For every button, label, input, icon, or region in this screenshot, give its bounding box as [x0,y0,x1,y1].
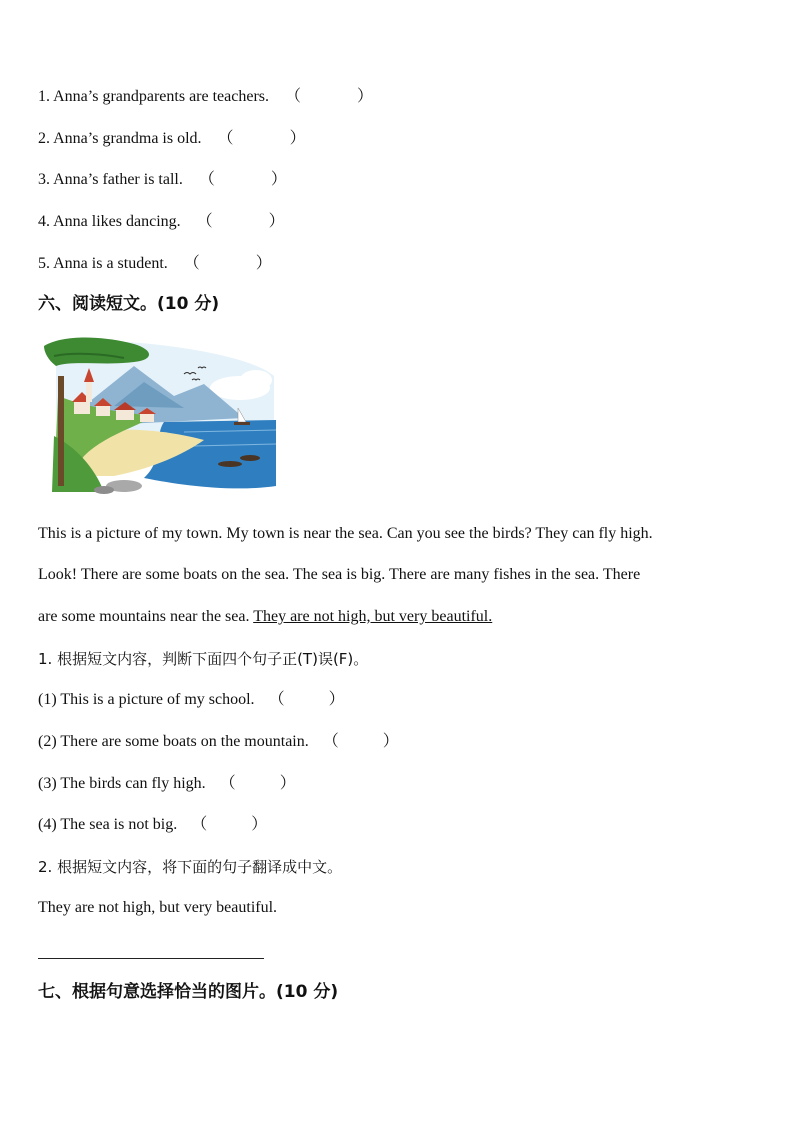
statement-3 [38,170,287,190]
boat-icon [240,455,260,461]
answer-paren-open: （ [268,691,285,708]
passage-text: This is a picture of my town. My town is near the sea. Can you see the birds? They can fly high. [38,525,653,542]
answer-paren-close: ） [270,171,287,188]
passage-line-3 [38,607,756,627]
statement-4 [38,212,285,232]
statement-1 [38,87,373,107]
statement-5 [38,254,272,274]
tf-item-3 [38,774,296,794]
answer-paren-open: （ [191,816,208,833]
statement-text: 1. Anna’s grandparents are teachers. [38,88,270,105]
tf-item-text: (2) There are some boats on the mountain. [38,733,309,750]
answer-paren-open: （ [198,171,215,188]
answer-paren-close: ） [268,213,285,230]
answer-paren-close: ） [289,130,306,147]
statement-text: 4. Anna likes dancing. [38,213,181,230]
answer-paren-open: （ [196,213,213,230]
passage-line-2 [38,565,756,585]
passage-text: Look! There are some boats on the sea. The sea is big. There are many fishes in the sea. There [38,566,641,583]
tf-item-text: (3) The birds can fly high. [38,775,206,792]
translation-answer-line[interactable] [38,958,264,959]
town-by-sea-illustration [44,336,276,496]
answer-paren-close: ） [279,775,296,792]
answer-paren-close: ） [357,88,374,105]
passage-line-1 [38,524,756,544]
question-1-instruction: 1. 根据短文内容，判断下面四个句子正(T)误(F)。 [38,650,369,668]
answer-paren-close: ） [251,816,268,833]
answer-paren-close: ） [255,255,272,272]
question-2-instruction: 2. 根据短文内容，将下面的句子翻译成中文。 [38,858,343,876]
boat-icon [218,461,242,467]
statement-text: 3. Anna’s father is tall. [38,171,183,188]
answer-paren-open: （ [322,733,339,750]
tf-item-text: (1) This is a picture of my school. [38,691,255,708]
statement-text: 2. Anna’s grandma is old. [38,130,202,147]
tf-item-4 [38,815,267,835]
section-6-heading: 六、阅读短文。(10 分) [38,294,220,314]
passage-text: are some mountains near the sea. [38,608,254,625]
answer-paren-close: ） [382,733,399,750]
section-7-heading: 七、根据句意选择恰当的图片。(10 分) [38,982,339,1002]
tf-item-2 [38,732,399,752]
tf-item-text: (4) The sea is not big. [38,816,178,833]
answer-paren-open: （ [217,130,234,147]
answer-paren-open: （ [183,255,200,272]
answer-paren-open: （ [285,88,302,105]
statement-text: 5. Anna is a student. [38,255,168,272]
statement-2 [38,129,306,149]
underlined-sentence: They are not high, but very beautiful. [253,608,493,625]
tf-item-1 [38,690,345,710]
answer-paren-open: （ [219,775,236,792]
answer-paren-close: ） [328,691,345,708]
translation-sentence: They are not high, but very beautiful. [38,899,278,916]
